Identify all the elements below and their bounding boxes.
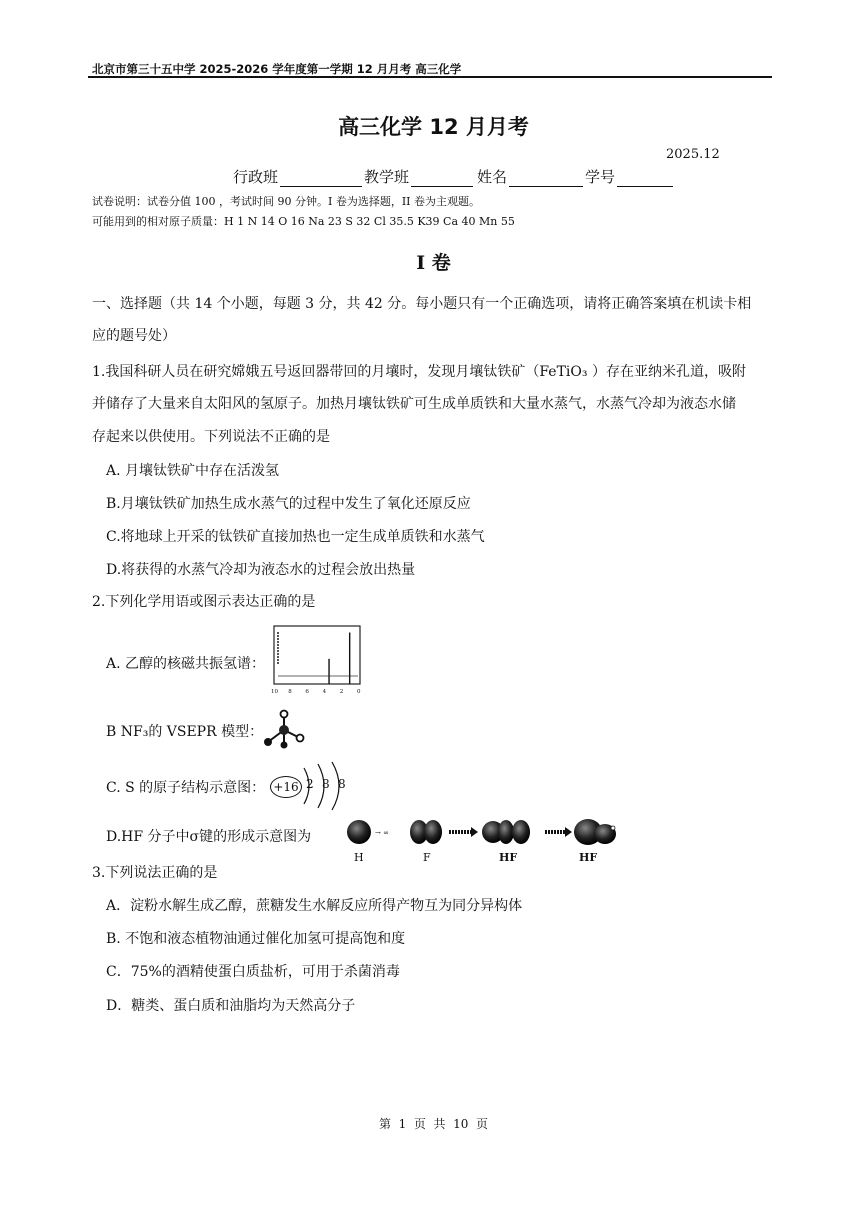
exam-instructions: 试卷说明：试卷分值 100 ，考试时间 90 分钟。I 卷为选择题，II 卷为主观题。 <box>92 195 481 208</box>
section-heading-line2: 应的题号处） <box>92 328 176 344</box>
q1-stem-line1: 1.我国科研人员在研究嫦娥五号返回器带回的月壤时，发现月壤钛铁矿（FeTiO₃ ）存在亚纳米孔道，吸附 <box>92 364 746 380</box>
student-no-field[interactable] <box>617 170 673 187</box>
q2-stem: 2.下列化学用语或图示表达正确的是 <box>92 594 316 610</box>
class-admin-field[interactable] <box>280 170 362 187</box>
svg-text:→ ∞: → ∞ <box>375 829 389 837</box>
page-footer: 第 1 页 共 10 页 <box>378 1117 489 1131</box>
class-teach-label: 教学班 <box>364 168 410 186</box>
nmr-tick-label-0: 10 <box>271 689 278 695</box>
q3-stem: 3.下列说法正确的是 <box>92 865 218 881</box>
q3-option-b: B. 不饱和液态植物油通过催化加氢可提高饱和度 <box>106 931 406 947</box>
q2-option-a: A. 乙醇的核磁共振氢谱： <box>106 656 266 672</box>
label-hf-2: HF <box>579 851 598 864</box>
q2-option-b: B NF₃的 VSEPR 模型： <box>106 724 264 740</box>
student-info-row <box>233 166 675 187</box>
q3-option-d: D．糖类、蛋白质和油脂均为天然高分子 <box>106 998 356 1014</box>
student-no-label: 学号 <box>585 168 616 186</box>
shell-1-count: 2 <box>306 777 314 791</box>
name-label: 姓名 <box>477 168 508 186</box>
shell-2-count: 8 <box>322 777 330 791</box>
q1-option-d: D.将获得的水蒸气冷却为液态水的过程会放出热量 <box>106 562 416 578</box>
q1-option-a: A. 月壤钛铁矿中存在活泼氢 <box>106 463 280 479</box>
q2-option-c: C. S 的原子结构示意图： <box>106 780 266 796</box>
nmr-tick-label-3: 4 <box>322 689 327 695</box>
q3-option-c: C．75%的酒精使蛋白质盐析，可用于杀菌消毒 <box>106 964 400 980</box>
section-title: I 卷 <box>416 252 451 274</box>
label-f: F <box>423 851 431 864</box>
shell-3-count: 8 <box>338 777 346 791</box>
name-field[interactable] <box>509 170 583 187</box>
label-hf-1: HF <box>499 851 518 864</box>
nmr-tick-label-5: 0 <box>357 689 361 695</box>
page-header: 北京市第三十五中学 2025-2026 学年度第一学期 12 月月考 高三化学 <box>92 62 462 76</box>
q1-stem-line2: 并储存了大量来自太阳风的氢原子。加热月壤钛铁矿可生成单质铁和大量水蒸气，水蒸气冷却为液态水储 <box>92 396 736 412</box>
q1-option-b: B.月壤钛铁矿加热生成水蒸气的过程中发生了氧化还原反应 <box>106 496 471 512</box>
orbital-overlap-diagram <box>345 815 620 849</box>
class-admin-label: 行政班 <box>233 168 279 186</box>
atomic-masses: 可能用到的相对原子质量：H 1 N 14 O 16 Na 23 S 32 Cl 35.5 K39 Ca 40 Mn 55 <box>92 215 515 228</box>
q2-option-d: D.HF 分子中σ键的形成示意图为 <box>106 829 312 845</box>
class-teach-field[interactable] <box>411 170 473 187</box>
nucleus-circle: +16 <box>270 776 302 798</box>
page-title: 高三化学 12 月月考 <box>338 115 529 139</box>
nmr-tick-label-4: 2 <box>339 689 344 695</box>
q1-stem-line3: 存起来以供使用。下列说法不正确的是 <box>92 429 330 445</box>
section-heading-line1: 一、选择题（共 14 个小题，每题 3 分，共 42 分。每小题只有一个正确选项，请将正确答案填在机读卡相 <box>92 296 752 312</box>
nmr-tick-label-2: 6 <box>305 689 309 695</box>
exam-date: 2025.12 <box>666 147 720 162</box>
header-rule <box>88 76 772 78</box>
vsepr-model-icon <box>258 708 310 752</box>
nmr-tick-label-1: 8 <box>288 689 292 695</box>
q1-option-c: C.将地球上开采的钛铁矿直接加热也一定生成单质铁和水蒸气 <box>106 529 485 545</box>
label-h: H <box>354 851 364 864</box>
nmr-spectrum-icon <box>270 624 366 698</box>
q3-option-a: A．淀粉水解生成乙醇，蔗糖发生水解反应所得产物互为同分异构体 <box>106 898 523 914</box>
